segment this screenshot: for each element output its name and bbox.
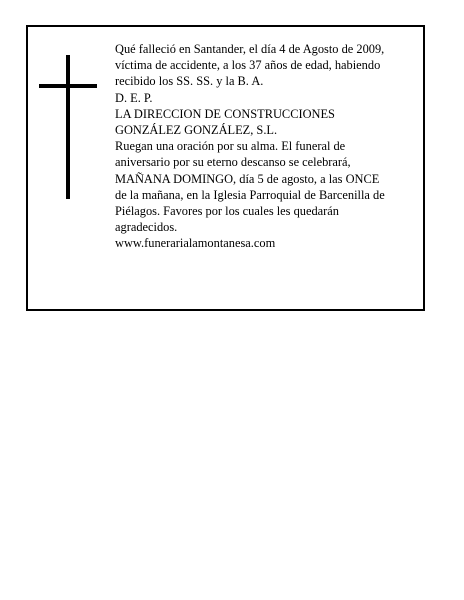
text-line-prayer-request: Ruegan una oración por su alma. El funeral de — [115, 139, 346, 154]
text-line-gratitude: agradecidos. — [115, 220, 178, 235]
text-line-accident-age: víctima de accidente, a los 37 años de edad, habiendo — [115, 58, 381, 73]
text-line-rip: D. E. P. — [115, 90, 153, 105]
text-line-death-date: Qué falleció en Santander, el día 4 de Agosto de 2009, — [115, 42, 385, 56]
text-line-company-name: GONZÁLEZ GONZÁLEZ, S.L. — [115, 123, 278, 138]
text-line-thanks: Piélagos. Favores por los cuales les quedarán — [115, 204, 340, 219]
text-line-sacraments: recibido los SS. SS. y la B. A. — [115, 74, 264, 89]
text-line-funeral-day-time: MAÑANA DOMINGO, día 5 de agosto, a las ONCE — [115, 171, 380, 186]
obituary-notice-frame — [26, 25, 425, 311]
obituary-text-block — [115, 41, 419, 252]
funeral-home-website-link[interactable]: www.funerarialamontanesa.com — [115, 236, 276, 251]
text-line-church-location: de la mañana, en la Iglesia Parroquial de Barcenilla de — [115, 187, 385, 202]
text-line-company-direction: LA DIRECCION DE CONSTRUCCIONES — [115, 106, 335, 121]
cross-horizontal-bar — [39, 84, 97, 88]
text-line-anniversary-funeral: aniversario por su eterno descanso se celebrará, — [115, 155, 351, 170]
latin-cross-icon — [39, 55, 97, 199]
cross-vertical-bar — [66, 55, 70, 199]
